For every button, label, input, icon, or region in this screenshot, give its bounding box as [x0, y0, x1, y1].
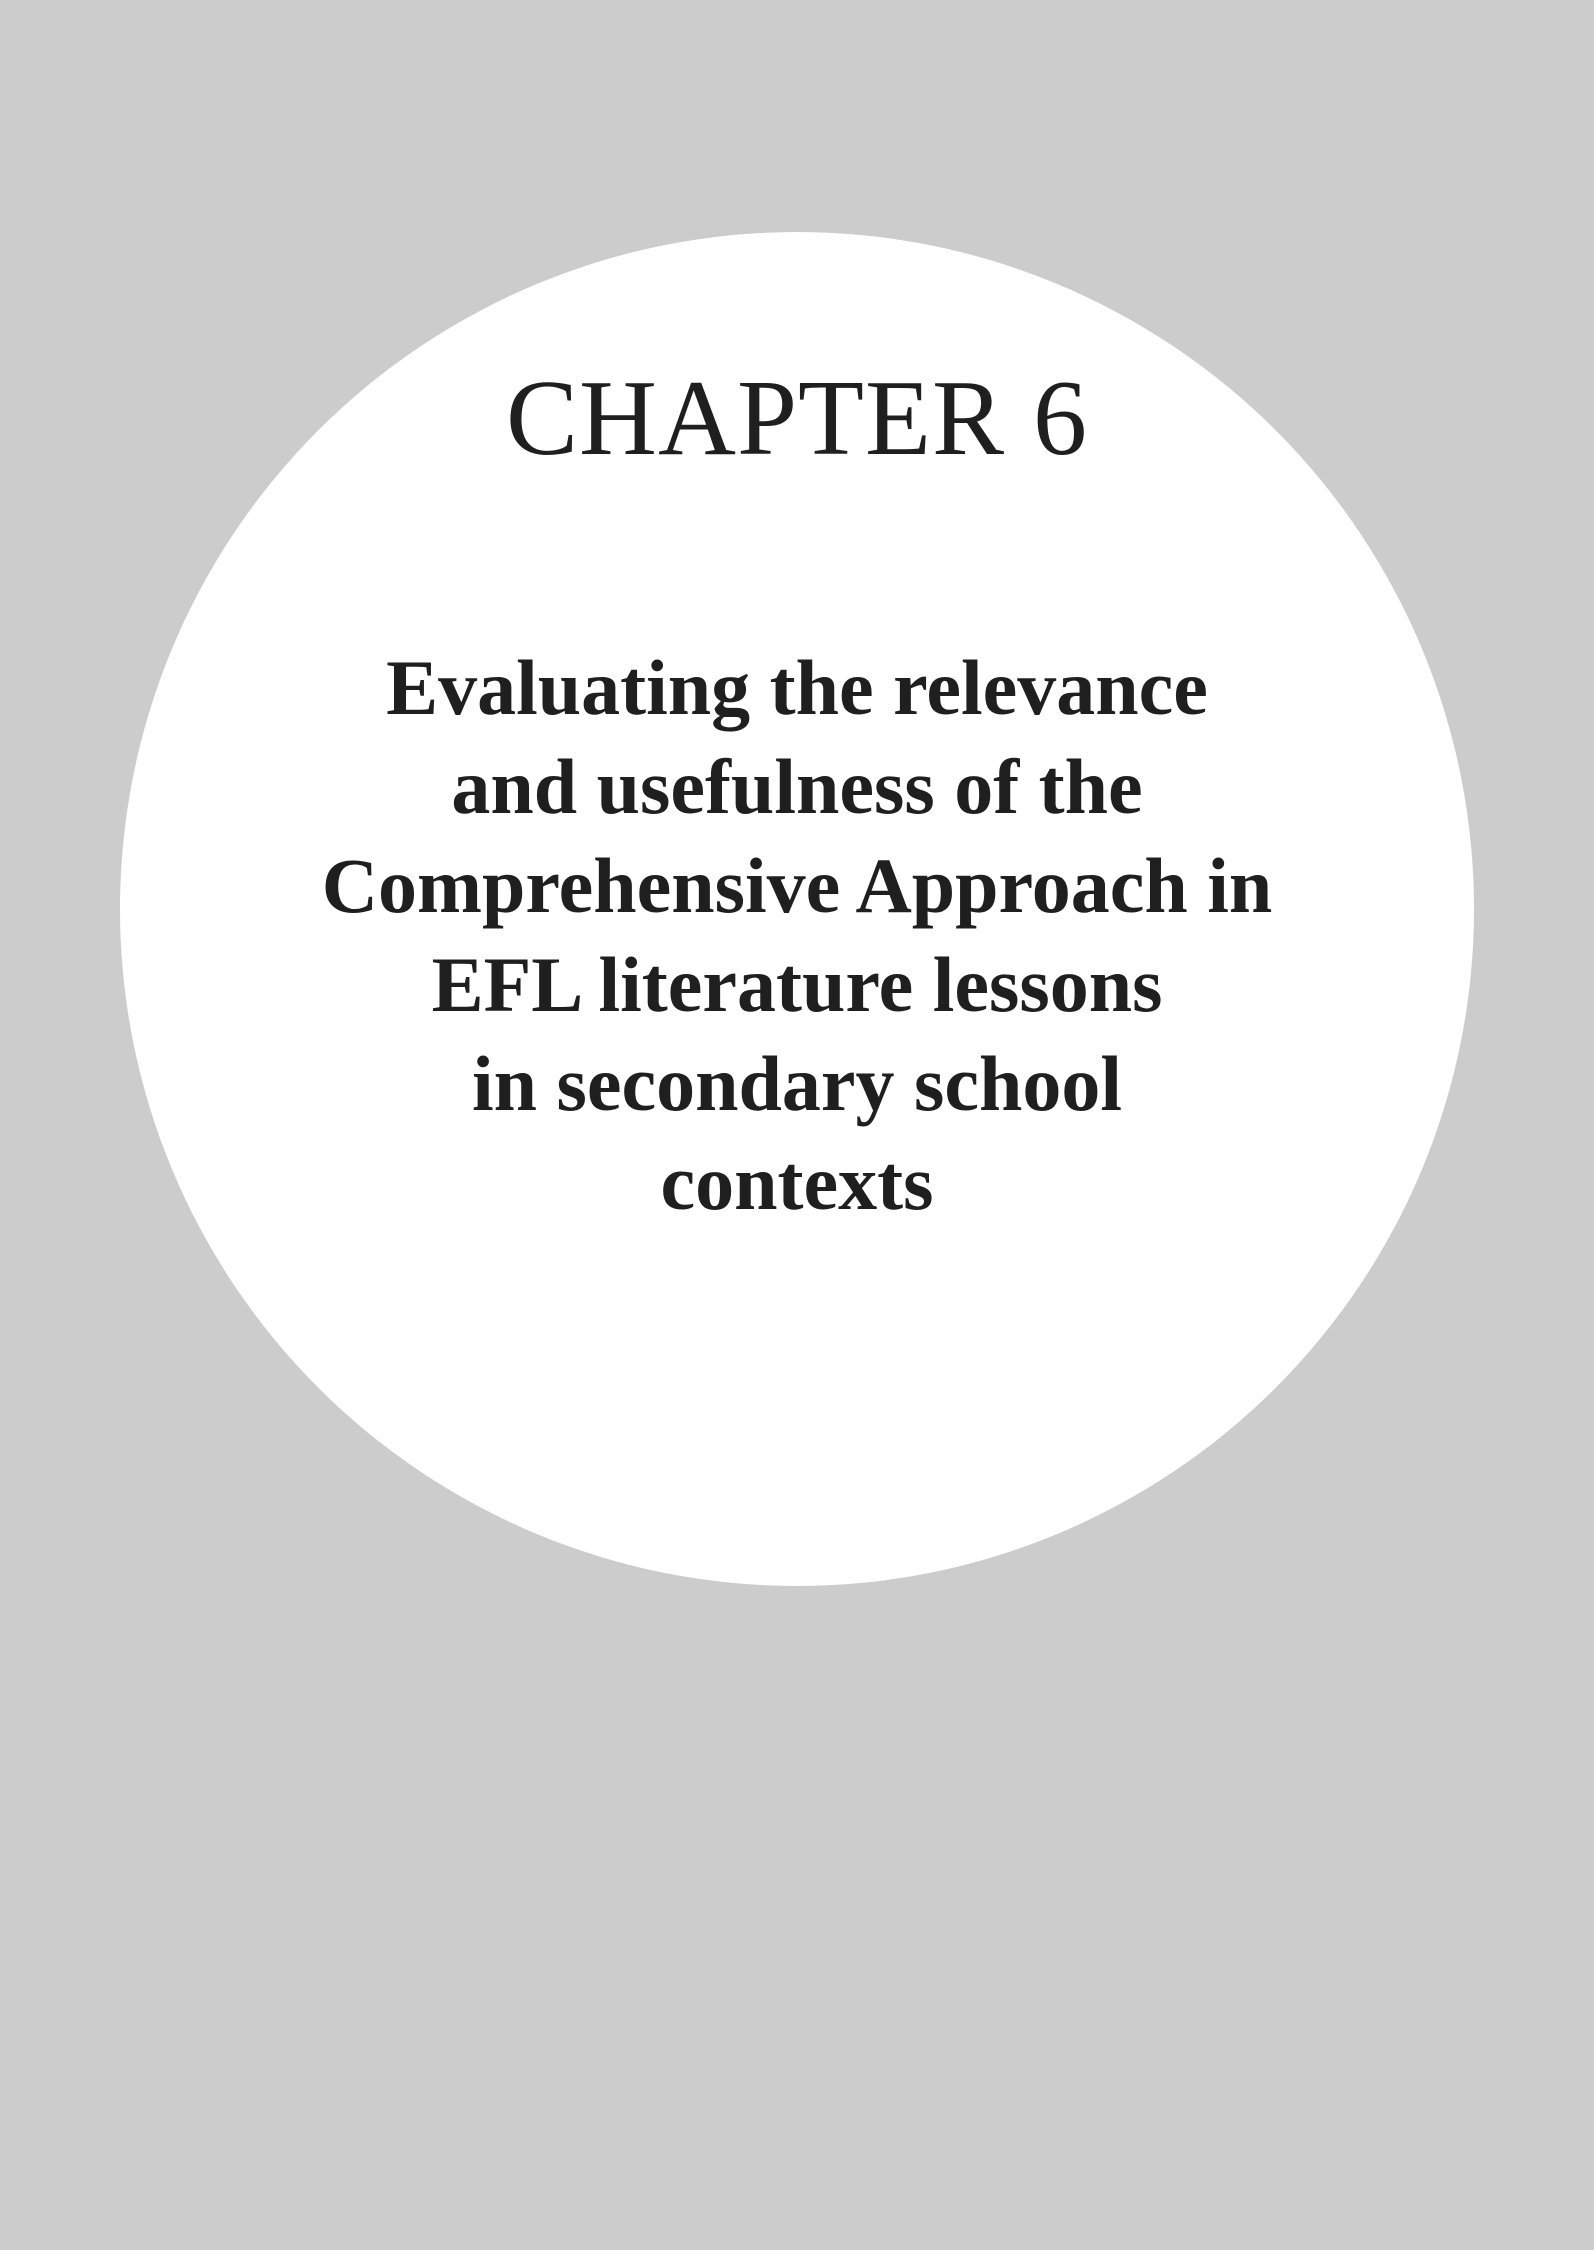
chapter-title-line: and usefulness of the — [451, 743, 1143, 830]
chapter-title-line: contexts — [660, 1139, 934, 1226]
chapter-label: CHAPTER 6 — [505, 359, 1089, 478]
chapter-title-line: Evaluating the relevance — [386, 644, 1208, 731]
chapter-title-line: EFL literature lessons — [431, 941, 1163, 1028]
chapter-title-line: Comprehensive Approach in — [321, 842, 1273, 929]
chapter-title — [0, 638, 1594, 1232]
chapter-title-line: in secondary school — [471, 1040, 1123, 1127]
